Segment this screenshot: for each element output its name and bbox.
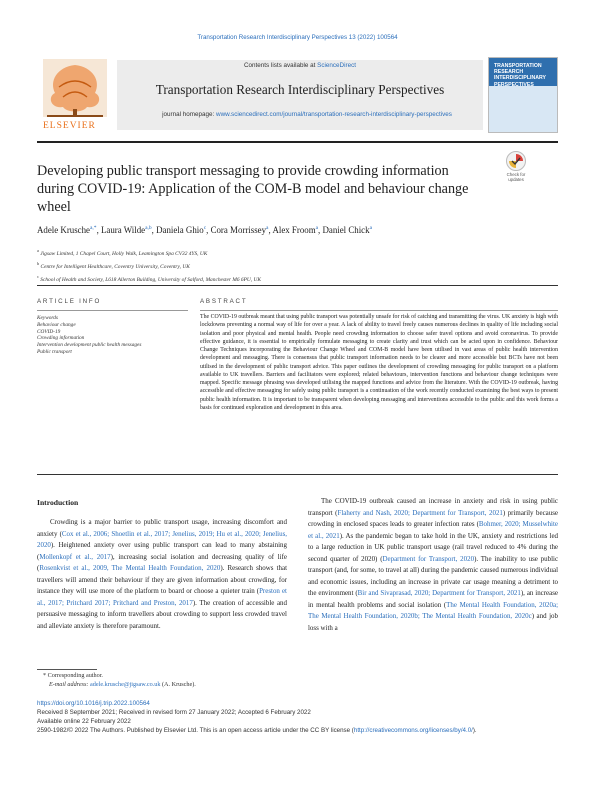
paragraph-text: ). As the pandemic began to take hold in the UK, anxiety and restrictions led to a large reduction in UK public transport usage (rail travel reduced to 4% during the second quarter of 2020) ( — [308, 531, 558, 563]
keyword-list — [37, 322, 187, 356]
abstract-bottom-rule — [37, 474, 558, 475]
keywords-block — [37, 315, 187, 356]
email-note — [37, 681, 337, 690]
author-affiliation-marker[interactable]: a — [315, 225, 319, 232]
author-name[interactable]: Alex Froom — [272, 225, 316, 235]
header-rule — [37, 141, 558, 143]
article-info-underline — [37, 310, 188, 311]
author-email-link[interactable]: adele.krusche@jigsaw.co.uk — [90, 680, 161, 688]
paragraph-text: ), an increase in mental health problems and social isolation ( — [308, 589, 558, 609]
journal-homepage-line — [147, 111, 467, 120]
body-paragraph — [308, 496, 558, 635]
sciencedirect-link[interactable]: ScienceDirect — [317, 62, 356, 69]
homepage-link[interactable]: www.sciencedirect.com/journal/transportation-research-interdisciplinary-perspectives — [216, 111, 452, 118]
article-title: Developing public transport messaging to provide crowding information during COVID-19: Application of the COM-B model and behaviour change wheel — [37, 163, 469, 215]
citation-link[interactable]: Bohmer, 2020; Musselwhite et al., 2021 — [308, 520, 558, 540]
crossmark-label: Check for updates — [506, 172, 526, 182]
paragraph-text: ). Heightened anxiety over using public transport can lead to many abstaining ( — [37, 541, 287, 561]
cover-title: TRANSPORTATION RESEARCH INTERDISCIPLINARY PERSPECTIVES — [494, 63, 546, 88]
keywords-label: Keywords — [37, 315, 58, 321]
body-column-left — [37, 517, 287, 632]
citation-link[interactable]: The Mental Health Foundation, 2020a; The Mental Health Foundation, 2020b; The Mental Health Foundation, 2020c — [308, 600, 558, 621]
crossmark-badge[interactable] — [503, 150, 529, 182]
body-paragraph — [37, 517, 287, 632]
footnote — [37, 672, 337, 690]
journal-masthead — [37, 57, 558, 135]
affiliation-list — [37, 246, 558, 285]
corresponding-author-note: * Corresponding author. — [43, 672, 103, 679]
keyword: Crowding information — [37, 335, 85, 342]
body-column-right — [308, 496, 558, 635]
received-dates: Received 8 September 2021; Received in revised form 27 January 2022; Accepted 6 February 2022 — [37, 708, 311, 716]
author-affiliation-marker[interactable]: a,* — [89, 225, 97, 232]
paragraph-text: ) and job loss with a — [308, 612, 558, 633]
article-info-heading: ARTICLE INFO — [37, 298, 102, 305]
citation-link[interactable]: Cox et al., 2006; Shoetlin et al., 2017; Jenelius, 2019; Hu et al., 2020; Jenelius, 2020 — [37, 529, 288, 550]
email-suffix: (A. Krusche). — [160, 680, 196, 688]
author-name[interactable]: Laura Wilde — [101, 225, 146, 235]
contents-prefix: Contents lists available at — [243, 62, 318, 69]
paragraph-text: The COVID-19 outbreak caused an increase in anxiety and risk in using public transport ( — [308, 497, 558, 517]
footnote-rule — [37, 669, 97, 670]
citation-link[interactable]: Preston et al., 2017; Pritchard 2017; Pritchard and Preston, 2017 — [37, 587, 287, 607]
affiliation: $^a$ Jigsaw Limited, 1 Chapel Court, Holly Walk, Leamington Spa CV32 4YS, UK — [37, 248, 208, 257]
author-affiliation-marker[interactable]: a,b — [145, 225, 152, 232]
keyword: Public transport — [37, 348, 72, 355]
email-label: E-mail address: — [49, 680, 91, 688]
introduction-heading: Introduction — [37, 498, 79, 507]
citation-link[interactable]: Department for Transport, 2020 — [382, 554, 475, 563]
author-affiliation-marker[interactable]: a — [266, 225, 269, 232]
author-name[interactable]: Cora Morrissey — [210, 225, 267, 235]
publisher-name: ELSEVIER — [43, 121, 96, 131]
citation-link[interactable]: Rosenkvist et al., 2009, The Mental Health Foundation, 2020 — [39, 564, 221, 573]
publication-info — [37, 700, 558, 736]
license-link[interactable]: http://creativecommons.org/licenses/by/4.0/ — [353, 726, 473, 734]
journal-header-box — [117, 60, 483, 130]
abstract-underline — [200, 310, 558, 311]
license-prefix: 2590-1982/© 2022 The Authors. Published by Elsevier Ltd. This is an open access article under the CC BY license ( — [37, 726, 354, 734]
author-name[interactable]: Daniela Ghio — [156, 225, 204, 235]
license-suffix: ). — [472, 726, 477, 734]
paragraph-text: ) primarily because crowding in enclosed spaces leads to greater infection rates ( — [308, 508, 558, 529]
citation-link[interactable]: Mollenkopf et al., 2017 — [39, 552, 111, 561]
keyword: COVID-19 — [37, 328, 61, 335]
abstract-text: The COVID-19 outbreak meant that using public transport was potentially unsafe for risk of catching and transmitting the virus. UK anxiety is high with lockdowns preventing a normal way of life for over a year. A lack of ability to travel freely causes numerous declines in quality of life including social isolation and poor physical and mental health. People need crowding information to choose safer travel options and avoid coronavirus. To provide effective guidance, it is essential to empirically formulate messaging to create clarity and trust which can be acted upon in confidence. Behaviour Change Techniques incorporating the Behaviour Change Wheel and COM-B model have been utilised in vast areas of public health intervention development and messaging. There is consensus that public transport information needs to be clearer and more accessible but BCTs have not been utilised in the development of public transport advice. This paper outlines the development of crowding messaging for public transport on a platform available to UK travellers. Barriers and facilitators were explored; related behaviours, intervention functions and behaviour change techniques were mapped. Specific message phrasing was developed utilising the mapped functions and advice from the literature. With the COVID-19 outbreak, having accessible and effective messaging for safely using public transport is a continuation of the work recently conducted examining the best ways to present public health information. It is important to be transparent when developing messaging and interventions accessible to the public and this work forms a basis for continued exploration and development in this area. — [200, 314, 558, 411]
author-name[interactable]: Daniel Chick — [322, 225, 370, 235]
journal-cover-thumbnail — [488, 57, 558, 133]
affiliation: $^b$ Centre for Intelligent Healthcare, Coventry University, Coventry, UK — [37, 261, 190, 270]
contents-available-line — [117, 62, 483, 69]
article-info-rule — [37, 285, 558, 286]
paragraph-text: Crowding is a major barrier to public transport usage, increasing discomfort and anxiety ( — [37, 518, 287, 538]
abstract-heading: ABSTRACT — [200, 298, 248, 305]
paragraph-text: ), increasing social isolation and decreasing quality of life ( — [37, 552, 287, 573]
author-list: Adele Krusche$^{a,*}$, Laura Wilde$^{a,b}$, Daniela Ghio$^c$, Cora Morrissey$^a$, Alex Froom$^a$, Daniel Chick$^a$ — [37, 225, 373, 235]
keyword: Behaviour change — [37, 321, 76, 328]
doi-link[interactable]: https://doi.org/10.1016/j.trip.2022.100564 — [37, 700, 150, 707]
paragraph-text: ). Research shows that travellers will amend their behaviour if they are given information about crowding, for instance they will use more of the platform to board or choose a quieter train ( — [37, 564, 287, 596]
author-affiliation-marker[interactable]: c — [203, 225, 207, 232]
journal-title: Transportation Research Interdisciplinary Perspectives — [155, 82, 445, 97]
citation-link[interactable]: Flaherty and Nash, 2020; Department for Transport, 2021 — [337, 508, 503, 517]
paragraph-text: ). The inability to use public transport (and, for some, to travel at all) during the pandemic caused numerous individual and economic issues, including an increase in private car usage meaning a detriment to the environment ( — [308, 554, 559, 598]
homepage-label: journal homepage: — [162, 111, 217, 118]
license-line — [37, 727, 558, 736]
available-online: Available online 22 February 2022 — [37, 717, 131, 725]
affiliation: $^c$ School of Health and Society, L618 Allerton Building, University of Salford, Manchester M6 6PU, UK — [37, 274, 261, 283]
journal-reference[interactable]: Transportation Research Interdisciplinary Perspectives 13 (2022) 100564 — [197, 34, 398, 41]
keyword: Intervention development public health messages — [37, 342, 142, 349]
citation-link[interactable]: Bir and Sivaprasad, 2020; Department for Transport, 2021 — [357, 589, 521, 598]
author-affiliation-marker[interactable]: a — [369, 225, 373, 232]
author-name[interactable]: Adele Krusche — [37, 225, 90, 235]
crossmark-icon — [503, 150, 529, 172]
paragraph-text: ). The creation of accessible and persuasive messaging to inform travellers about crowding to support less crowded travel and alleviate anxiety is therefore paramount. — [37, 598, 287, 630]
